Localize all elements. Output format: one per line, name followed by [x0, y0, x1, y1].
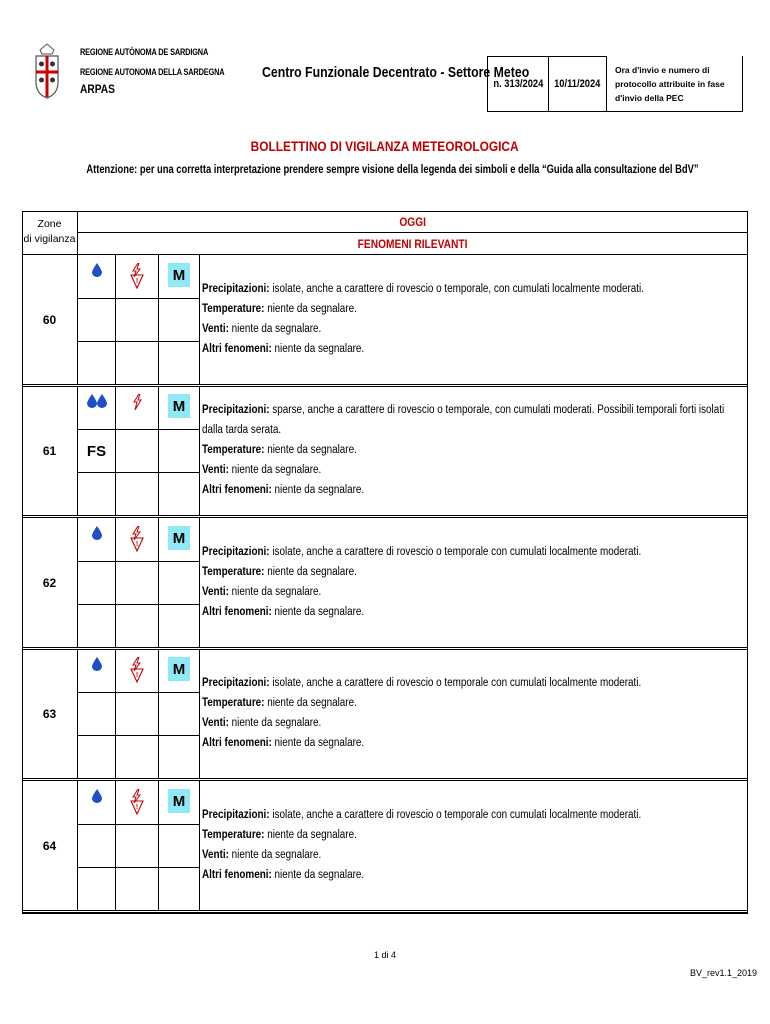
svg-text:!: !: [135, 672, 139, 679]
field-label-prec: Precipitazioni:: [202, 677, 270, 689]
today-header: OGGI: [78, 211, 748, 233]
field-label-venti: Venti:: [202, 323, 229, 335]
field-label-temp: Temperature:: [202, 829, 265, 841]
zone-row: [22, 386, 748, 518]
rain-drop-icon: [78, 255, 116, 299]
symbol-cell: [159, 386, 200, 430]
double-rain-drop-icon: [78, 386, 116, 430]
moderate-level-badge: M: [168, 526, 190, 550]
zone-row: [22, 255, 748, 387]
field-value-altri: niente da segnalare.: [271, 343, 365, 355]
center-title: Centro Funzionale Decentrato - Settore Meteo: [262, 64, 530, 81]
field-label-altri: Altri fenomeni:: [202, 484, 272, 496]
rain-drop-icon: [78, 781, 116, 825]
moderate-level-badge: M: [168, 394, 190, 418]
zone-row: [22, 518, 748, 650]
lightning-warning-icon: [116, 518, 159, 562]
symbol-cell: [116, 736, 159, 779]
field-value-temp: niente da segnalare.: [264, 303, 357, 315]
field-value-venti: niente da segnalare.: [228, 464, 322, 476]
symbol-cell: [116, 693, 159, 736]
symbol-cell: [78, 299, 116, 342]
field-label-venti: Venti:: [202, 464, 229, 476]
symbol-cell: [116, 299, 159, 342]
symbol-cell: [116, 342, 159, 385]
lightning-warning-icon: [116, 649, 159, 693]
field-value-altri: niente da segnalare.: [271, 869, 365, 881]
symbol-cell: [159, 518, 200, 562]
symbol-cell: [159, 868, 200, 911]
symbol-cell: [78, 430, 116, 473]
symbol-cell: [159, 605, 200, 648]
field-value-prec: sparse, anche a carattere di rovescio o temporale, con cumulati moderati. Possibili temporali forti isolati dalla tarda serata.: [202, 404, 725, 436]
field-value-temp: niente da segnalare.: [264, 444, 357, 456]
zone-number: 60: [22, 255, 78, 384]
field-value-venti: niente da segnalare.: [228, 849, 322, 861]
bulletin-number: n. 313/2024: [487, 56, 549, 112]
rain-drop-icon: [78, 518, 116, 562]
field-label-prec: Precipitazioni:: [202, 809, 270, 821]
symbol-cell: [159, 649, 200, 693]
zone-number: 64: [22, 781, 78, 910]
phenomena-description: [202, 673, 742, 753]
symbol-cell: [78, 473, 116, 516]
phenomena-description: [202, 542, 742, 622]
symbol-cell: [116, 562, 159, 605]
field-value-venti: niente da segnalare.: [228, 586, 322, 598]
protocol-note: Ora d'invio e numero di protocollo attribuite in fase d'invio della PEC: [607, 56, 743, 112]
field-value-altri: niente da segnalare.: [271, 737, 365, 749]
fs-label: FS: [86, 442, 107, 460]
bulletin-title: BOLLETTINO DI VIGILANZA METEOROLOGICA: [251, 138, 519, 154]
coat-of-arms-icon: [32, 42, 62, 100]
agency-name: ARPAS: [80, 82, 115, 96]
region-name-italian: REGIONE AUTONOMA DELLA SARDEGNA: [80, 67, 225, 77]
symbol-cell: [78, 736, 116, 779]
field-label-prec: Precipitazioni:: [202, 283, 270, 295]
symbol-cell: [116, 473, 159, 516]
symbol-cell: [159, 473, 200, 516]
field-label-temp: Temperature:: [202, 444, 265, 456]
symbol-cell: [159, 825, 200, 868]
symbol-cell: [159, 342, 200, 385]
field-value-altri: niente da segnalare.: [271, 484, 365, 496]
field-label-prec: Precipitazioni:: [202, 546, 270, 558]
field-label-venti: Venti:: [202, 586, 229, 598]
phenomena-header: FENOMENI RILEVANTI: [78, 233, 748, 255]
svg-text:!: !: [135, 541, 139, 548]
region-name-sardinian: REGIONE AUTÒNOMA DE SARDIGNA: [80, 47, 209, 57]
symbol-cell: [116, 605, 159, 648]
field-value-prec: isolate, anche a carattere di rovescio o temporale, con cumulati localmente moderati.: [269, 283, 644, 295]
field-label-altri: Altri fenomeni:: [202, 343, 272, 355]
phenomena-description: [202, 400, 742, 500]
symbol-cell: [159, 736, 200, 779]
field-value-temp: niente da segnalare.: [264, 566, 357, 578]
zone-header: Zone di vigilanza: [22, 211, 78, 255]
field-label-altri: Altri fenomeni:: [202, 606, 272, 618]
field-label-prec: Precipitazioni:: [202, 404, 270, 416]
moderate-level-badge: M: [168, 263, 190, 287]
symbol-cell: [159, 299, 200, 342]
symbol-cell: [159, 255, 200, 299]
field-label-venti: Venti:: [202, 717, 229, 729]
phenomena-description: [202, 279, 742, 359]
symbol-cell: [78, 693, 116, 736]
symbol-cell: [78, 605, 116, 648]
field-value-venti: niente da segnalare.: [228, 323, 322, 335]
lightning-warning-icon: [116, 255, 159, 299]
symbol-cell: [78, 825, 116, 868]
page-number: 1 di 4: [373, 950, 397, 960]
phenomena-description: [202, 805, 742, 885]
symbol-cell: [78, 342, 116, 385]
symbol-cell: [78, 868, 116, 911]
revision-label: BV_rev1.1_2019: [690, 968, 758, 978]
field-label-altri: Altri fenomeni:: [202, 869, 272, 881]
svg-text:!: !: [135, 278, 139, 285]
zone-number: 63: [22, 649, 78, 778]
field-label-altri: Altri fenomeni:: [202, 737, 272, 749]
field-value-altri: niente da segnalare.: [271, 606, 365, 618]
zone-number: 61: [22, 386, 78, 515]
field-value-prec: isolate, anche a carattere di rovescio o temporale con cumulati localmente moderati.: [269, 546, 642, 558]
zone-number: 62: [22, 518, 78, 647]
attention-note: Attenzione: per una corretta interpretazione prendere sempre visione della legenda dei simboli e della “Guida alla consultazione del BdV”: [86, 162, 699, 176]
field-value-temp: niente da segnalare.: [264, 697, 357, 709]
lightning-icon: [116, 386, 159, 430]
field-label-temp: Temperature:: [202, 697, 265, 709]
symbol-cell: [78, 562, 116, 605]
symbol-cell: [159, 693, 200, 736]
symbol-cell: [116, 430, 159, 473]
moderate-level-badge: M: [168, 789, 190, 813]
lightning-warning-icon: [116, 781, 159, 825]
bulletin-date: 10/11/2024: [549, 56, 607, 112]
moderate-level-badge: M: [168, 657, 190, 681]
field-label-venti: Venti:: [202, 849, 229, 861]
symbol-cell: [159, 430, 200, 473]
symbol-cell: [116, 868, 159, 911]
field-label-temp: Temperature:: [202, 566, 265, 578]
field-label-temp: Temperature:: [202, 303, 265, 315]
symbol-cell: [116, 825, 159, 868]
symbol-cell: [159, 781, 200, 825]
symbol-cell: [159, 562, 200, 605]
zone-row: [22, 649, 748, 781]
svg-text:!: !: [135, 804, 139, 811]
field-value-prec: isolate, anche a carattere di rovescio o temporale con cumulati localmente moderati.: [269, 677, 642, 689]
rain-drop-icon: [78, 649, 116, 693]
field-value-temp: niente da segnalare.: [264, 829, 357, 841]
zone-row: [22, 781, 748, 913]
field-value-prec: isolate, anche a carattere di rovescio o temporale con cumulati localmente moderati.: [269, 809, 642, 821]
field-value-venti: niente da segnalare.: [228, 717, 322, 729]
